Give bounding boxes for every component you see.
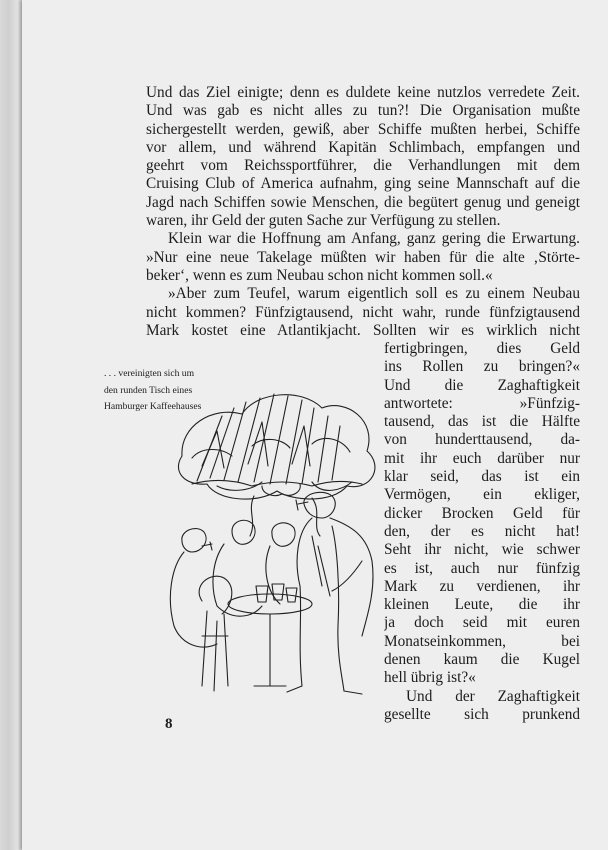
dream-cloud-ships: [178, 394, 374, 499]
text-line: Und was gab es nicht alles zu tun?! Die Organisation mußte: [146, 102, 580, 120]
column-line: von hunderttausend, da-: [384, 431, 580, 449]
column-line: Monatseinkommen, bei: [384, 632, 580, 650]
text-line: sichergestellt werden, gewiß, aber Schiffe mußten herbei, Schiffe: [146, 120, 580, 138]
text-line: Und das Ziel einigte; denn es duldete keine nutzlos verredete Zeit.: [146, 84, 580, 101]
column-line: tausend, das ist die Hälfte: [384, 413, 580, 431]
column-line: fertigbringen, dies Geld: [384, 340, 580, 357]
smoke-trail: [250, 496, 320, 536]
column-line: es ist, auch nur fünfzig: [384, 559, 580, 577]
column-line: klar seid, das ist ein: [384, 468, 580, 486]
caption-line: Hamburger Kaffeehauses: [104, 401, 202, 412]
column-line: antwortete: »Fünfzig-: [384, 394, 580, 412]
main-text-block: [146, 84, 580, 340]
text-line: nicht kommen? Fünfzigtausend, nicht wahr, runde fünfzigtausend: [146, 303, 580, 321]
column-line: Und der Zaghaftigkeit: [406, 687, 580, 705]
text-line: Klein war die Hoffnung am Anfang, ganz gering die Erwartung.: [168, 230, 580, 248]
column-line: denen kaum die Kugel: [384, 651, 580, 669]
text-line: »Nur eine neue Takelage müßten wir haben für die alte ‚Störte-: [146, 248, 580, 266]
text-line: »Aber zum Teufel, warum eigentlich soll es zu einem Neubau: [168, 285, 580, 303]
column-line: ja doch seid mit euren: [384, 614, 580, 632]
text-line: Cruising Club of America aufnahm, ging seine Mannschaft auf die: [146, 175, 580, 193]
column-line: Seht ihr nicht, wie schwer: [384, 541, 580, 559]
text-line: beker‘, wenn es zum Neubau schon nicht kommen soll.«: [146, 266, 493, 284]
column-line: den, der es nicht hat!: [384, 522, 580, 540]
text-line: waren, ihr Geld der guten Sache zur Verfügung zu stellen.: [146, 212, 501, 230]
caption-line: den runden Tisch eines: [104, 384, 193, 396]
column-line: kleinen Leute, die ihr: [384, 596, 580, 614]
text-line: geehrt vom Reichssportführer, die Verhandlungen mit dem: [146, 157, 580, 175]
page-number: 8: [165, 716, 173, 732]
column-line: Mark zu verdienen, ihr: [384, 577, 580, 595]
caption-line: . . . vereinigten sich um: [104, 368, 195, 379]
text-line: Mark kostet eine Atlantikjacht. Sollten wir es wirklich nicht: [146, 321, 580, 339]
column-line: ins Rollen zu bringen?«: [384, 358, 580, 376]
column-text-block: [384, 340, 580, 724]
book-page: [22, 0, 608, 850]
column-line: gesellte sich prunkend: [384, 705, 580, 723]
column-line: dicker Brocken Geld für: [384, 504, 580, 522]
column-line: Und die Zaghaftigkeit: [384, 376, 580, 394]
column-line: hell übrig ist?«: [384, 669, 476, 687]
bentwood-chair: [199, 576, 232, 691]
standing-man: [287, 492, 373, 694]
round-table: [228, 584, 312, 686]
column-line: mit ihr euch darüber nur: [384, 449, 580, 467]
text-line: Jagd nach Schiffen sowie Menschen, die begütert genug und geneigt: [146, 193, 580, 211]
cafe-sketch-illustration: [162, 386, 398, 704]
text-line: vor allem, und während Kapitän Schlimbach, empfangen und: [146, 138, 580, 156]
column-line: Vermögen, ein ekliger,: [384, 486, 580, 504]
